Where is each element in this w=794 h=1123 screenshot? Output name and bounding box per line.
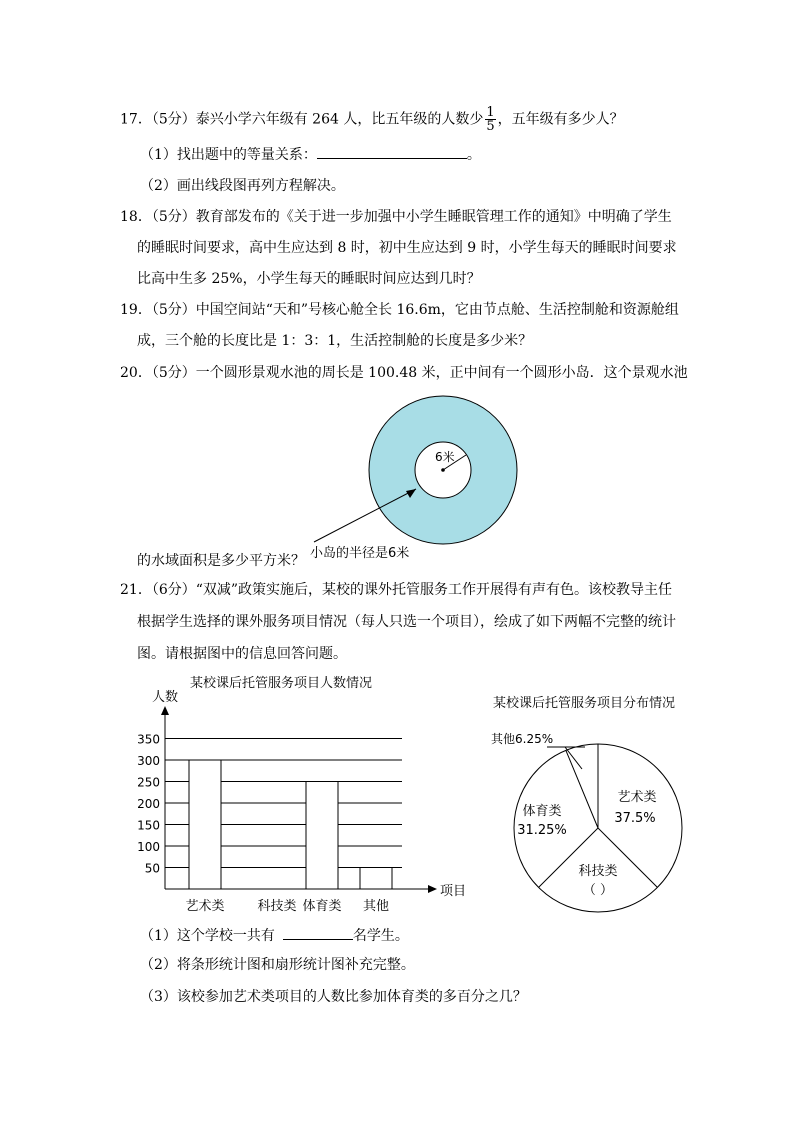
bar-4 [360,868,392,890]
q18-line2: 的睡眠时间要求，高中生应达到 8 时，初中生应达到 9 时，小学生每天的睡眠时间要求 [137,240,677,256]
bar-chart-y-arrow [161,706,169,715]
pie-chart [485,688,700,913]
q17-answer-blank[interactable] [317,144,467,159]
q21-sub1-label: （1）这个学校一共有 [140,928,275,944]
q17-frac-num: 1 [486,105,495,120]
q17-text-post: ，五年级有多少人？ [497,111,624,128]
q21-sub2: （2）将条形统计图和扇形统计图补充完整。 [140,957,415,973]
q21-sub1 [140,925,409,946]
bar-chart-x-arrow [428,885,437,893]
q17-sub1-end: 。 [466,147,481,163]
q21-sub3: （3）该校参加艺术类项目的人数比参加体育类的多百分之几？ [140,989,527,1005]
bar-ytick-label: 250 [137,775,160,790]
bar-category-label: 其他 [362,899,390,914]
q17-text-pre: 17．（5分）泰兴小学六年级有 264 人，比五年级的人数少 [120,111,484,128]
bar-1 [189,760,221,889]
bar-ytick-label: 350 [137,732,160,747]
bar-ytick-label: 300 [137,754,160,768]
bar-chart [130,668,467,918]
bar-ytick-label: 100 [137,840,160,854]
pie-label-other: 其他6.25% [491,732,554,746]
q17-sub1 [140,144,481,165]
q21-line2: 根据学生选择的课外服务项目情况（每人只选一个项目），绘成了如下两幅不完整的统计 [137,614,676,630]
q21-line3: 图。请根据图中的信息回答问题。 [137,646,347,662]
pie-slice-value: 37.5% [614,811,656,826]
pie-leader-line [565,747,582,769]
bar-ytick-label: 50 [144,861,160,876]
bar-chart-title: 某校课后托管服务项目人数情况 [190,676,373,691]
pie-chart-title: 某校课后托管服务项目分布情况 [493,696,676,711]
bar-3 [306,782,338,890]
pie-slice-boundary [566,750,598,828]
q21-line1: 21．（6分）“双减”政策实施后，某校的课外托管服务工作开展得有声有色。该校教导主任 [120,582,673,598]
bar-category-label: 体育类 [302,899,342,914]
pie-slice-value: （ ） [582,883,614,898]
pie-slice-label: 艺术类 [617,790,657,805]
pie-slice-label: 体育类 [522,804,562,819]
q17-frac-den: 5 [486,119,495,134]
island-center-dot [441,468,445,472]
bar-ytick-label: 200 [137,797,160,811]
q17-sub2: （2）画出线段图再列方程解决。 [140,178,345,194]
q19-line2: 成，三个舱的长度比是 1：3：1，生活控制舱的长度是多少米？ [137,333,533,349]
q18-line1: 18．（5分）教育部发布的《关于进一步加强中小学生睡眠管理工作的通知》中明确了学生 [120,209,672,225]
bar-chart-xlabel: 项目 [440,884,467,899]
q20-line2: 的水域面积是多少平方米？ [137,553,305,569]
pie-slice-label: 科技类 [578,864,618,879]
bar-category-label: 科技类 [257,899,297,914]
q21-answer-blank[interactable] [283,925,353,940]
q17-fraction [485,106,495,133]
q19-line1: 19．（5分）中国空间站“天和”号核心舱全长 16.6m，它由节点舱、生活控制舱和资源舱组 [120,302,679,318]
pie-slice-value: 31.25% [517,823,567,838]
island-radius-label: 6米 [435,450,455,464]
q20-line1: 20．（5分）一个圆形景观水池的周长是 100.48 米，正中间有一个圆形小岛．这个景观水池 [120,365,688,381]
q21-sub1-end: 名学生。 [352,928,409,944]
bar-category-label: 艺术类 [185,899,225,914]
q17-sub1-label: （1）找出题中的等量关系： [140,147,317,163]
callout-text: 小岛的半径是6米 [310,546,410,561]
q17-line1 [120,106,624,133]
bar-chart-ylabel: 人数 [152,690,179,705]
bar-ytick-label: 150 [137,818,160,833]
q18-line3: 比高中生多 25%，小学生每天的睡眠时间应达到几时？ [137,271,481,287]
pond-figure [290,385,550,570]
